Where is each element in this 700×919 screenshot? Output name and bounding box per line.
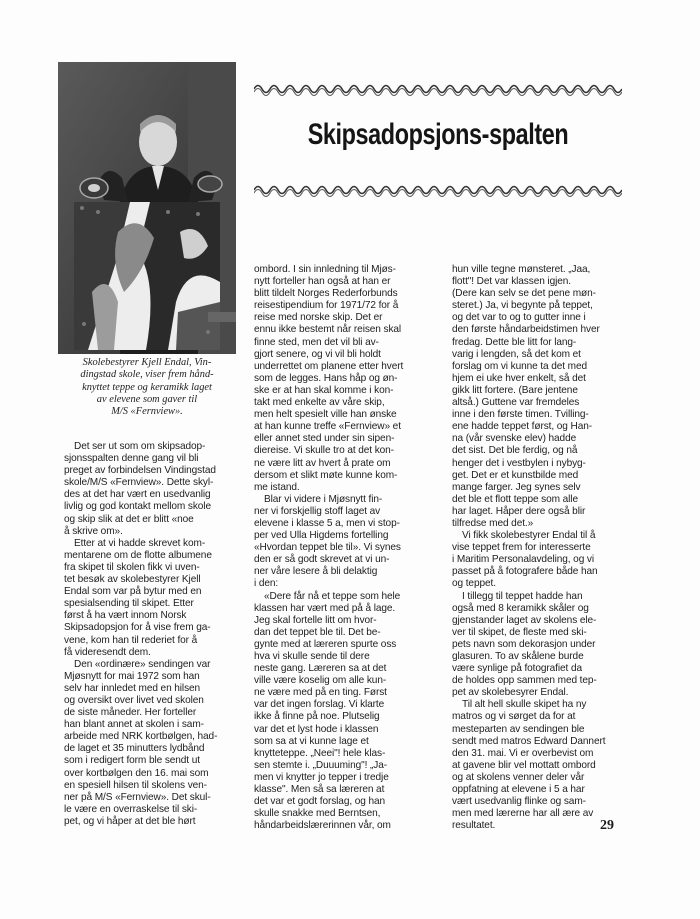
text-line: des at det har vært en usedvanlig [64, 489, 211, 501]
text-line: altså.) Guttene var fremdeles [452, 397, 580, 409]
text-line: blitt tildelt Norges Rederforbunds [254, 288, 398, 300]
text-column-1 [64, 441, 236, 828]
text-line: Skipsadopsjon for å vise frem ga- [64, 622, 211, 634]
text-line: hun ville tegne mønsteret. „Jaa, [452, 264, 591, 275]
text-line: diereise. Vi skulle tro at det kon- [254, 445, 394, 457]
text-line: være synlige på fotografiet da [452, 663, 582, 675]
text-line: ner våre lesere å bli delaktig [254, 566, 378, 578]
page-number: 29 [600, 818, 614, 833]
text-line: klassen har vært med på å lage. [254, 602, 396, 614]
text-line: håndarbeidslærerinnen vår, om [254, 820, 391, 832]
text-line: oppfatning at elevene i 5 a har [452, 784, 585, 796]
text-line: glasuren. To av skålene burde [452, 651, 584, 662]
text-line: sen stemte i. „Duuuming"! „Ja- [254, 759, 387, 771]
text-line: skole/M/S «Fernview». Dette skyl- [64, 477, 214, 489]
text-line: har laget. Håper dere også blir [452, 505, 586, 517]
caption-line: knyttet teppe og keramikk laget [82, 381, 212, 393]
text-line: vært usedvanlig flinke og sam- [452, 796, 586, 808]
text-line: var det ingen forslag. Vi klarte [254, 699, 385, 711]
text-line: flott"! Det var klassen igjen. [452, 276, 571, 288]
text-line: elevene i klasse 5 a, men vi stop- [254, 517, 400, 529]
text-line: klasse". Men så sa læreren at [254, 784, 385, 796]
text-line: gikk litt fortere. (Bare jentene [452, 384, 578, 396]
text-line: men vi knytter jo tepper i tredje [254, 771, 389, 783]
text-line: var det et lyst hode i klassen [254, 723, 379, 735]
caption-line: M/S «Fernview». [111, 406, 183, 418]
text-line: Den «ordinære» sendingen var [74, 658, 211, 670]
text-line: matros og vi sørget da for at [452, 711, 576, 723]
text-line: det ble et flott teppe som alle [452, 493, 578, 505]
text-line: i Maritim Personalavdeling, og vi [452, 554, 595, 566]
text-line: Endal som var på bytur med en [64, 586, 202, 598]
caption-line: Skolebestyrer Kjell Endal, Vin- [82, 357, 212, 368]
text-line: og at skolens venner deler vår [452, 771, 585, 783]
text-line: mesteparten av sendingen ble [452, 723, 585, 735]
text-line: men helt spesielt ville han ønske [254, 409, 397, 421]
text-line: preget av forbindelsen Vindingstad [64, 465, 216, 477]
text-line: arbeide med NRK kortbølgen, had- [64, 731, 218, 743]
text-line: Jeg skal fortelle litt om hvor- [254, 614, 377, 626]
text-line: pets navn som dekorasjon under [452, 638, 596, 650]
text-line: få videresendt dem. [64, 646, 151, 658]
text-line: ske er at han skal komme i kon- [254, 384, 394, 396]
text-line: han blant annet at skolen i sam- [64, 719, 204, 731]
text-line: reisestipendium for 1971/72 for å [254, 300, 399, 312]
text-line: ikke å finne på noe. Plutselig [254, 711, 380, 723]
text-line: en spesiell hilsen til skolens ven- [64, 779, 207, 791]
text-line: og teppet. [452, 578, 496, 590]
caption-line: av elevene som gaver til [96, 393, 198, 405]
text-line: na (vår svenske elev) hadde [452, 433, 577, 445]
text-line: de siste måneder. Her forteller [64, 707, 197, 719]
text-line: ner vi forskjellig stoff laget av [254, 505, 381, 517]
wave-ornament-bottom [254, 183, 622, 197]
text-line: Til alt hell skulle skipet ha ny [462, 699, 587, 711]
text-line: fredag. Dette ble litt for lang- [452, 336, 577, 348]
text-line: inne i den første timen. Tvilling- [452, 409, 589, 421]
text-line: ombord. I sin innledning til Mjøs- [254, 264, 396, 275]
text-line: ennu ikke bestemt når reisen skal [254, 324, 402, 336]
text-line: skulle snakke med Berntsen, [254, 808, 381, 820]
text-line: som sa at vi kunne lage et [254, 735, 369, 747]
text-line: dan det teppet ble til. Det be- [254, 626, 381, 638]
text-line: hjem ei uke hver enkelt, så det [452, 372, 586, 384]
text-line: at gavene blir vel mottatt ombord [452, 759, 596, 771]
text-line: også med 8 keramikk skåler og [452, 602, 589, 614]
text-line: gynte med at læreren spurte oss [254, 638, 397, 650]
text-line: forslag om vi kunne ta det med [452, 360, 588, 372]
text-line: tet besøk av skolebestyrer Kjell [64, 574, 201, 586]
text-line: passet på å fotografere både han [452, 566, 598, 578]
text-line: ne være med på en ting. Først [254, 687, 387, 699]
text-line: mentarene om de flotte albumene [64, 549, 212, 561]
text-line: tilfredse med det.» [452, 517, 534, 529]
text-line: pet, og vi håper at det ble hørt [64, 815, 196, 827]
text-line: gjenstander laget av skolens ele- [452, 614, 597, 626]
text-line: nytt forteller han også at han er [254, 276, 391, 288]
text-line: livlig og god kontakt mellom skole [64, 501, 211, 513]
photo-caption [58, 357, 236, 418]
text-line: steret.) Ja, vi begynte på teppet, [452, 300, 593, 312]
text-line: «Hvordan teppet ble til». Vi synes [254, 542, 401, 554]
text-line: I tillegg til teppet hadde han [462, 590, 583, 602]
text-line: som i redigert form ble sendt ut [64, 755, 200, 767]
text-line: vise teppet frem for interesserte [452, 542, 591, 554]
text-line: i den: [254, 578, 279, 590]
text-line: neste gang. Læreren sa at det [254, 663, 387, 675]
text-line: sjonsspalten denne gang vil bli [64, 453, 199, 465]
text-line: den første håndarbeidstimen hver [452, 324, 600, 336]
text-line: eller annet sted under sin sipen- [254, 433, 395, 445]
text-line: selv har innledet med en hilsen [64, 682, 201, 694]
text-line: varig i lengden, så det kom et [452, 348, 581, 360]
text-line: den er så godt skrevet at vi un- [254, 554, 390, 566]
text-line: finne sted, men det vil bli av- [254, 336, 379, 348]
text-line: at han kunne treffe «Fernview» et [254, 421, 401, 433]
text-line: me istand. [254, 481, 300, 493]
text-line: takt med enkelte av våre skip, [254, 397, 385, 409]
text-line: gjort senere, og vi vil bli holdt [254, 348, 381, 360]
text-column-2 [254, 264, 430, 832]
text-line: hva vi skulle sende til dere [254, 651, 370, 662]
text-line: og oversikt over livet ved skolen [64, 694, 204, 706]
text-line: og det var to og to gutter inne i [452, 312, 586, 324]
text-line: get. Det er et kunstbilde med [452, 469, 579, 481]
article-title: Skipsadopsjons-spalten [307, 118, 569, 151]
text-line: mange farger. Jeg synes selv [452, 481, 581, 493]
photo-teacher-with-rug [58, 62, 236, 354]
text-line: ene hadde teppet først, og Han- [452, 421, 592, 433]
text-line: underrettet om planene etter hvert [254, 360, 404, 372]
photo-image [58, 62, 236, 354]
text-line: reise med norske skip. Det er [254, 312, 383, 324]
text-line: den 31. mai. Vi er overbevist om [452, 747, 594, 759]
text-line: dersom et slikt møte kunne kom- [254, 469, 398, 481]
text-line: Vi fikk skolebestyrer Endal til å [462, 530, 596, 542]
text-line: per ved Ulla Higdems fortelling [254, 530, 389, 542]
text-line: Blar vi videre i Mjøsnytt fin- [264, 493, 383, 505]
text-line: Etter at vi hadde skrevet kom- [74, 537, 206, 549]
text-line: spesialsending til skipet. Etter [64, 598, 194, 610]
text-line: pet av skolebesyrer Endal. [452, 687, 569, 699]
text-line: sendt med matros Edward Dannert [452, 735, 606, 747]
text-line: de holdes opp sammen med tep- [452, 675, 597, 687]
text-line: ne være litt av hvert å prate om [254, 457, 391, 469]
text-line: og skip slik at det er blitt «noe [64, 513, 194, 525]
text-line: de laget et 35 minutters lydbånd [64, 743, 205, 755]
text-line: henger det i vestbylen i nybyg- [452, 457, 586, 469]
text-line: det sist. Det ble ferdig, og nå [452, 445, 578, 457]
text-line: det var et godt forslag, og han [254, 796, 386, 808]
text-line: Mjøsnytt for mai 1972 som han [64, 670, 200, 682]
text-line: over kortbølgen den 16. mai som [64, 767, 209, 779]
text-line: fra skipet til skolen fikk vi uven- [64, 561, 200, 573]
text-line: Det ser ut som om skipsadop- [74, 441, 206, 452]
text-line: resultatet. [452, 820, 496, 832]
text-line: (Dere kan selv se det pene møn- [452, 288, 596, 300]
text-line: men med lærerne har all ære av [452, 808, 594, 820]
text-line: ver til skipet, de fleste med ski- [452, 626, 587, 638]
text-line: «Dere får nå et teppe som hele [264, 590, 401, 602]
text-line: som de legges. Hans håp og øn- [254, 372, 398, 384]
text-line: ville være koselig om alle kun- [254, 675, 387, 687]
text-column-3 [452, 264, 628, 832]
wave-ornament-top [254, 82, 622, 96]
caption-line: dingstad skole, viser frem hånd- [80, 369, 214, 381]
text-line: ner på M/S «Fernview». Det skul- [64, 791, 211, 803]
text-line: le være en overraskelse til ski- [64, 803, 198, 815]
text-line: knytteteppe. „Neei"! hele klas- [254, 747, 386, 759]
text-line: vene, kom han til rederiet for å [64, 634, 198, 646]
text-line: først å ha vært innom Norsk [64, 610, 187, 622]
text-line: å skrive om». [64, 525, 123, 537]
